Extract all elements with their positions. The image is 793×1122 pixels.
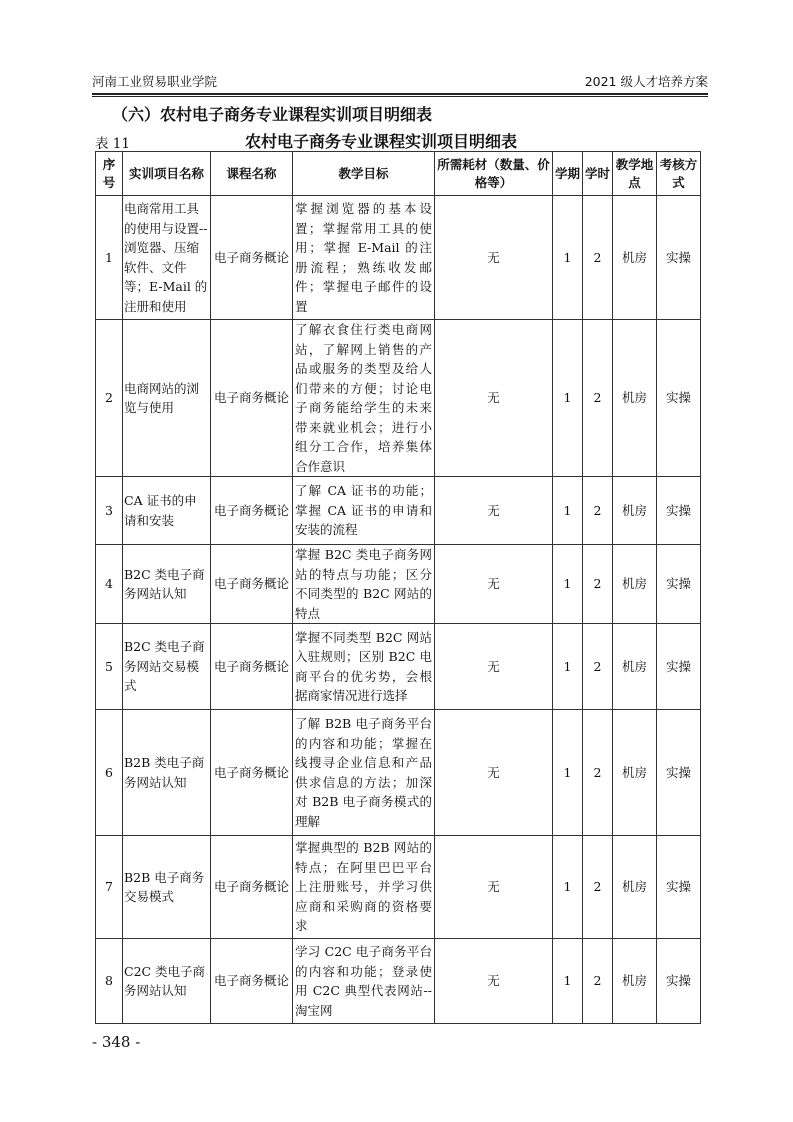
cell-material: 无	[435, 196, 553, 320]
cell-term: 1	[553, 320, 583, 477]
cell-no: 6	[96, 710, 123, 836]
cell-term: 1	[553, 836, 583, 939]
cell-term: 1	[553, 477, 583, 545]
cell-exam: 实操	[657, 836, 701, 939]
table-header-row	[96, 152, 701, 196]
cell-place: 机房	[613, 710, 657, 836]
cell-project: 电商网站的浏览与使用	[123, 320, 211, 477]
cell-material: 无	[435, 836, 553, 939]
cell-goal: 了解衣食住行类电商网站，了解网上销售的产品或服务的类型及给人们带来的方便；讨论电子商务能给学生的未来带来就业机会；进行小组分工合作，培养集体合作意识	[293, 320, 435, 477]
cell-exam: 实操	[657, 477, 701, 545]
cell-hours: 2	[583, 836, 613, 939]
cell-course: 电子商务概论	[211, 196, 293, 320]
cell-place: 机房	[613, 320, 657, 477]
cell-project: B2B 类电子商务网站认知	[123, 710, 211, 836]
cell-goal: 掌握典型的 B2B 网站的特点；在阿里巴巴平台上注册账号，并学习供应商和采购商的资格要求	[293, 836, 435, 939]
cell-course: 电子商务概论	[211, 545, 293, 624]
cell-no: 5	[96, 624, 123, 710]
table-row	[96, 624, 701, 710]
table-row	[96, 477, 701, 545]
col-header-hours: 学时	[583, 152, 613, 196]
cell-no: 3	[96, 477, 123, 545]
cell-exam: 实操	[657, 939, 701, 1024]
cell-hours: 2	[583, 710, 613, 836]
cell-course: 电子商务概论	[211, 477, 293, 545]
table-row	[96, 710, 701, 836]
cell-course: 电子商务概论	[211, 320, 293, 477]
cell-hours: 2	[583, 545, 613, 624]
cell-place: 机房	[613, 624, 657, 710]
cell-goal: 了解 CA 证书的功能；掌握 CA 证书的申请和安装的流程	[293, 477, 435, 545]
table-row	[96, 196, 701, 320]
cell-term: 1	[553, 545, 583, 624]
page-header	[92, 72, 708, 92]
col-header-exam: 考核方式	[657, 152, 701, 196]
table-row	[96, 939, 701, 1024]
cell-exam: 实操	[657, 545, 701, 624]
section-title: （六）农村电子商务专业课程实训项目明细表	[112, 105, 433, 124]
cell-course: 电子商务概论	[211, 939, 293, 1024]
table-number: 表 11	[95, 136, 130, 152]
cell-course: 电子商务概论	[211, 836, 293, 939]
cell-place: 机房	[613, 939, 657, 1024]
cell-goal: 掌握 B2C 类电子商务网站的特点与功能；区分不同类型的 B2C 网站的特点	[293, 545, 435, 624]
col-header-place: 教学地点	[613, 152, 657, 196]
cell-place: 机房	[613, 836, 657, 939]
cell-course: 电子商务概论	[211, 624, 293, 710]
cell-goal: 学习 C2C 电子商务平台的内容和功能；登录使用 C2C 典型代表网站--淘宝网	[293, 939, 435, 1024]
cell-material: 无	[435, 710, 553, 836]
col-header-course: 课程名称	[211, 152, 293, 196]
cell-hours: 2	[583, 196, 613, 320]
table-row	[96, 836, 701, 939]
cell-no: 1	[96, 196, 123, 320]
cell-hours: 2	[583, 320, 613, 477]
col-header-project: 实训项目名称	[123, 152, 211, 196]
cell-goal: 了解 B2B 电子商务平台的内容和功能；掌握在线搜寻企业信息和产品供求信息的方法；加深对 B2B 电子商务模式的理解	[293, 710, 435, 836]
col-header-material: 所需耗材（数量、价格等）	[435, 152, 553, 196]
cell-material: 无	[435, 624, 553, 710]
cell-hours: 2	[583, 477, 613, 545]
cell-material: 无	[435, 545, 553, 624]
cell-exam: 实操	[657, 196, 701, 320]
cell-no: 7	[96, 836, 123, 939]
cell-term: 1	[553, 710, 583, 836]
cell-project: B2C 类电子商务网站交易模式	[123, 624, 211, 710]
cell-no: 2	[96, 320, 123, 477]
cell-no: 4	[96, 545, 123, 624]
cell-place: 机房	[613, 196, 657, 320]
cell-project: CA 证书的申请和安装	[123, 477, 211, 545]
cell-material: 无	[435, 477, 553, 545]
table-row	[96, 545, 701, 624]
col-header-goal: 教学目标	[293, 152, 435, 196]
cell-no: 8	[96, 939, 123, 1024]
cell-project: C2C 类电子商务网站认知	[123, 939, 211, 1024]
page-number: - 348 -	[92, 1033, 141, 1051]
cell-course: 电子商务概论	[211, 710, 293, 836]
header-rule-thin	[92, 96, 708, 97]
header-plan: 2021 级人才培养方案	[584, 74, 708, 89]
cell-hours: 2	[583, 939, 613, 1024]
cell-project: B2C 类电子商务网站认知	[123, 545, 211, 624]
table-title: 农村电子商务专业课程实训项目明细表	[245, 132, 518, 151]
cell-goal: 掌握浏览器的基本设置；掌握常用工具的使用；掌握 E-Mail 的注册流程；熟练收发邮件；掌握电子邮件的设置	[293, 196, 435, 320]
header-school: 河南工业贸易职业学院	[92, 74, 218, 89]
col-header-term: 学期	[553, 152, 583, 196]
cell-exam: 实操	[657, 320, 701, 477]
cell-term: 1	[553, 196, 583, 320]
cell-place: 机房	[613, 477, 657, 545]
cell-place: 机房	[613, 545, 657, 624]
cell-hours: 2	[583, 624, 613, 710]
cell-material: 无	[435, 939, 553, 1024]
col-header-no: 序号	[96, 152, 123, 196]
cell-goal: 掌握不同类型 B2C 网站入驻规则；区别 B2C 电商平台的优劣势，会根据商家情况进行选择	[293, 624, 435, 710]
cell-project: B2B 电子商务交易模式	[123, 836, 211, 939]
cell-project: 电商常用工具的使用与设置--浏览器、压缩软件、文件等；E-Mail 的注册和使用	[123, 196, 211, 320]
cell-term: 1	[553, 624, 583, 710]
header-rule-thick	[92, 93, 708, 95]
cell-material: 无	[435, 320, 553, 477]
training-projects-table	[95, 151, 701, 1024]
cell-term: 1	[553, 939, 583, 1024]
cell-exam: 实操	[657, 710, 701, 836]
cell-exam: 实操	[657, 624, 701, 710]
table-row	[96, 320, 701, 477]
